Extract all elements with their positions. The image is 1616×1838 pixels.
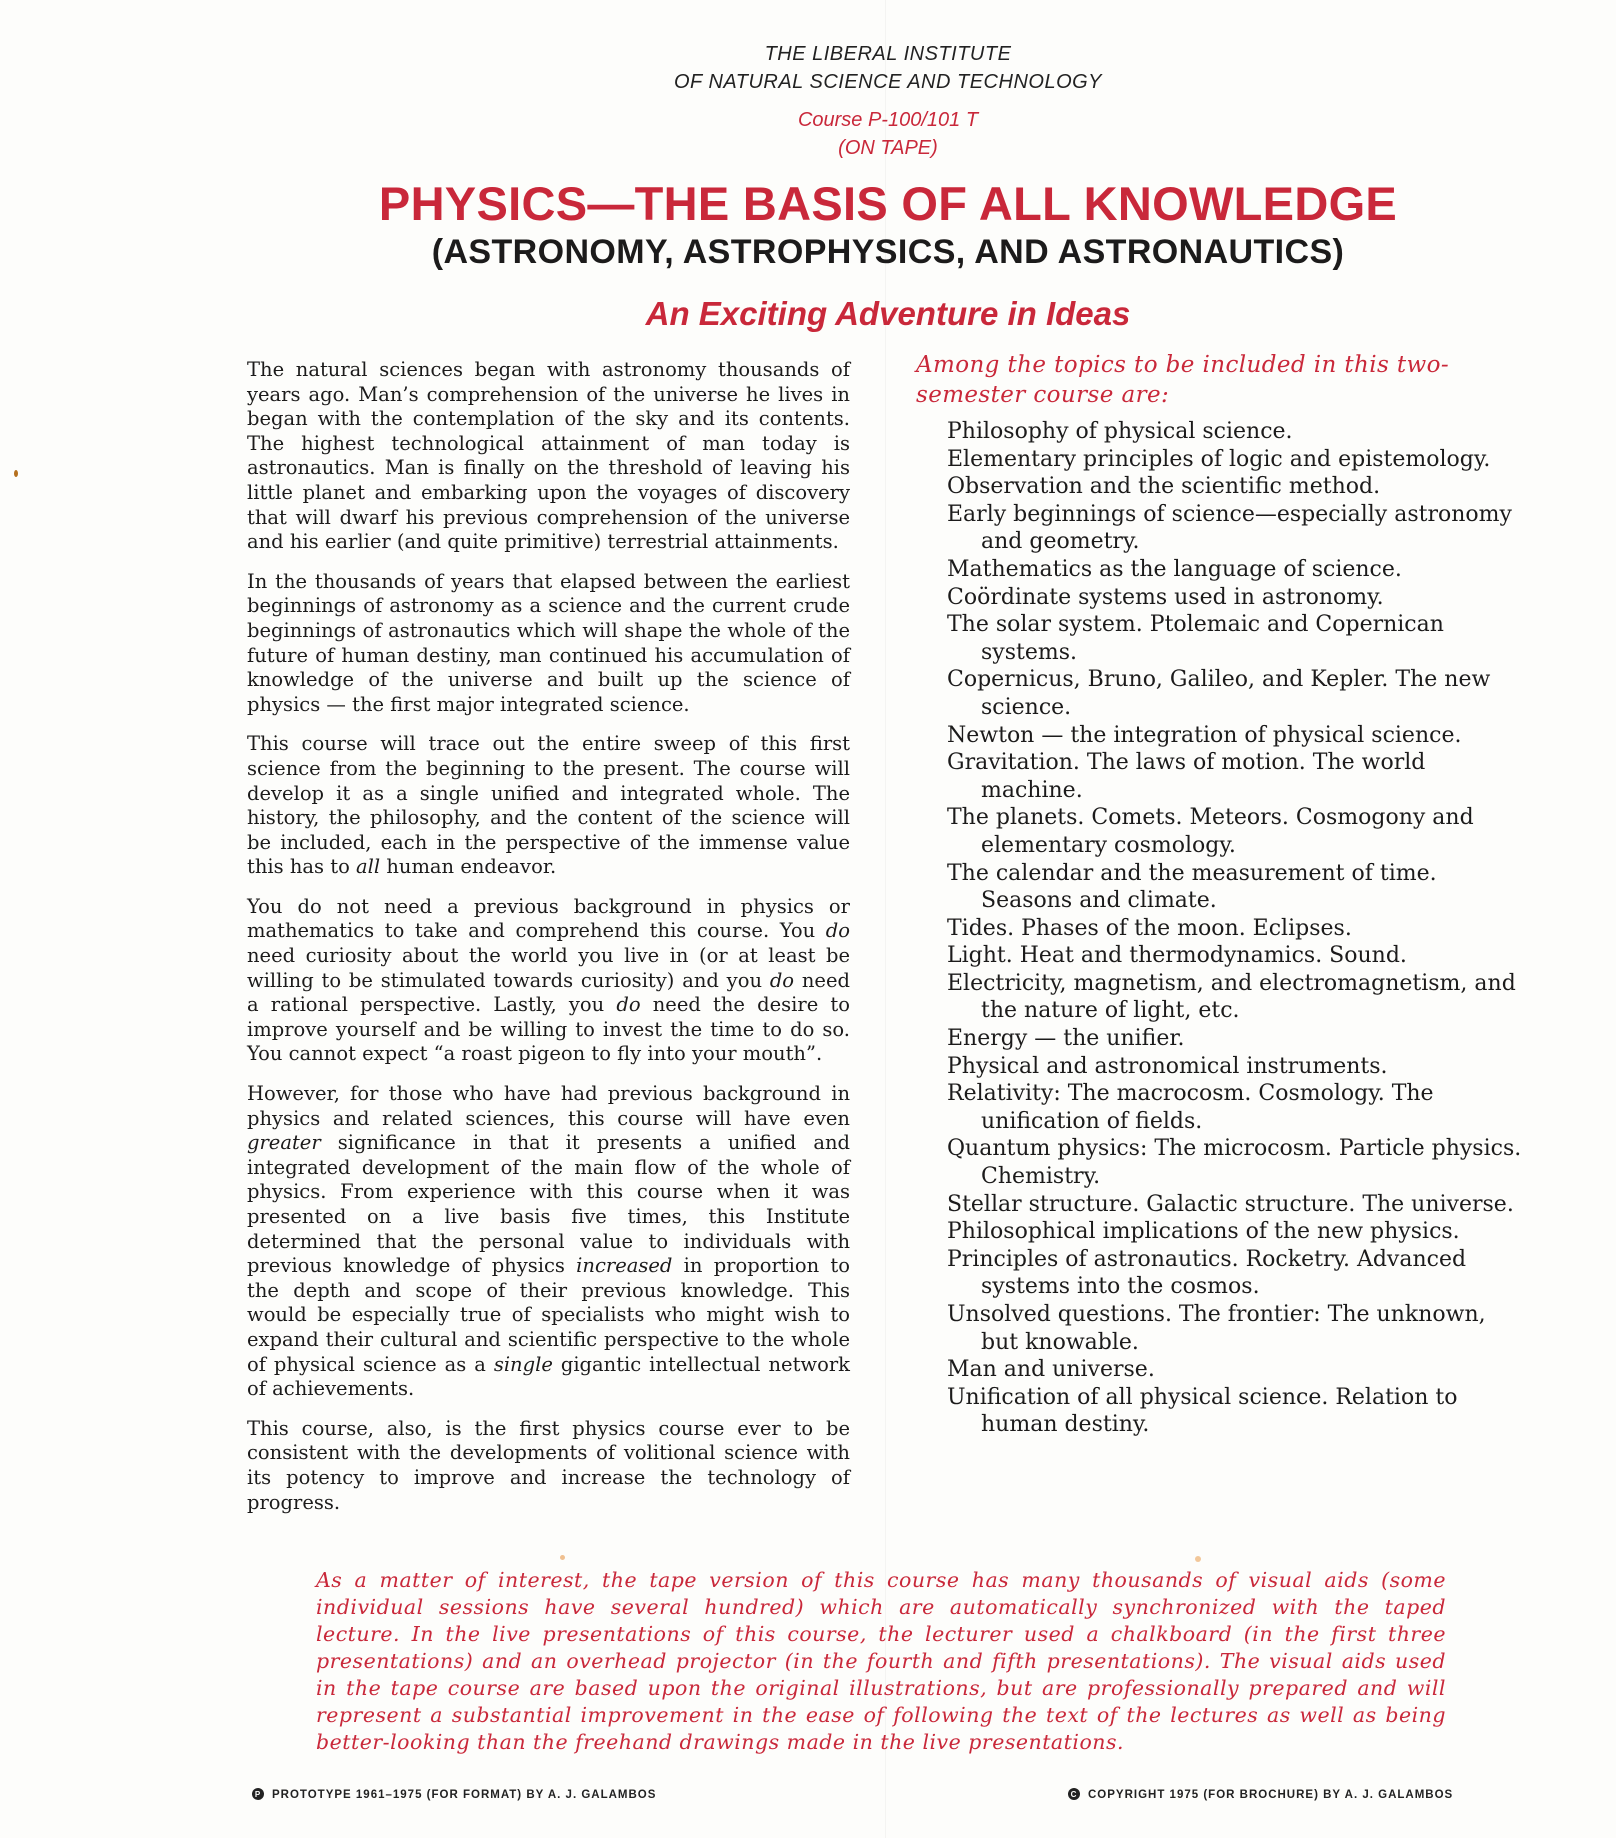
emphasis: do (616, 993, 641, 1017)
paragraph-2: In the thousands of years that elapsed between the earliest beginnings of astronomy as a science and the current crude beginnings of astronautics which will shape the whole of the future of human destiny, man continued his accumulation of knowledge of the universe and built up the science of physics — the first major integrated science. (247, 569, 850, 716)
svg-text:P: P (254, 1790, 262, 1799)
topic-item: Copernicus, Bruno, Galileo, and Kepler. The new science. (947, 667, 1491, 720)
footer-left-text: PROTOTYPE 1961–1975 (FOR FORMAT) BY A. J. GALAMBOS (272, 1789, 657, 1801)
fold-crease (885, 0, 886, 1838)
topic-item: Principles of astronautics. Rocketry. Advanced systems into the cosmos. (947, 1246, 1467, 1300)
emphasis: greater (247, 1131, 321, 1155)
topic-item: Gravitation. The laws of motion. The world machine. (947, 750, 1426, 803)
footer-prototype (252, 1788, 656, 1801)
emphasis: do (825, 919, 850, 943)
copyright-circle-icon (1068, 1788, 1080, 1800)
paper-speck (14, 470, 18, 477)
topic-item: Tides. Phases of the moon. Eclipses. (947, 915, 1352, 941)
topic-item: Stellar structure. Galactic structure. The universe. (947, 1191, 1514, 1217)
institute-name (0, 40, 1616, 96)
topic-item: Physical and astronomical instruments. (947, 1053, 1388, 1079)
course-info (0, 106, 1616, 162)
course-code: Course P-100/101 T (797, 109, 979, 131)
topic-item: Elementary principles of logic and epistemology. (947, 446, 1491, 472)
page-subtitle: (ASTRONOMY, ASTROPHYSICS, AND ASTRONAUTICS) (431, 233, 1345, 271)
topics-list (947, 418, 1527, 1439)
topic-item: Coördinate systems used in astronomy. (947, 584, 1384, 610)
institute-line-2: OF NATURAL SCIENCE AND TECHNOLOGY (673, 71, 1103, 93)
svg-text:C: C (1070, 1790, 1078, 1799)
tape-note: As a matter of interest, the tape version of this course has many thousands of visual aids (some individual sessions have several hundred) which are automatically synchronized with the taped lecture. In the live presentations of this course, the lecturer used a chalkboard (in the first three presentations) and an overhead projector (in the fourth and fifth presentations). The visual aids used in the tape course are based upon the original illustrations, but are professionally prepared and will represent a substantial improvement in the ease of following the text of the lectures as well as being better-looking than the freehand drawings made in the live presentations. (316, 1568, 1446, 1754)
topic-item: Observation and the scientific method. (947, 474, 1381, 500)
footer-copyright (1068, 1788, 1453, 1801)
registered-circle-icon (252, 1788, 264, 1800)
topic-item: Unsolved questions. The frontier: The unknown, but knowable. (947, 1302, 1486, 1355)
topic-item: Light. Heat and thermodynamics. Sound. (947, 943, 1407, 969)
topic-item: Relativity: The macrocosm. Cosmology. The unification of fields. (947, 1081, 1434, 1134)
topic-item: The solar system. Ptolemaic and Copernican systems. (947, 612, 1444, 665)
body-column (247, 358, 850, 1530)
paragraph-5: However, for those who have had previous background in physics and related sciences, this course will have even greater significance in that it presents a unified and integrated development of the main flow of the whole of physics. From experience with this course when it was presented on a live basis five times, this Institute determined that the personal value to individuals with previous knowledge of physics increased in proportion to the depth and scope of their previous knowledge. This would be especially true of specialists who might wish to expand their cultural and scientific perspective to the whole of physical science as a single gigantic intellectual network of achievements. (247, 1082, 850, 1401)
emphasis: single (493, 1352, 553, 1376)
paragraph-4: You do not need a previous background in physics or mathematics to take and comprehend this course. You do need curiosity about the world you live in (or at least be willing to be stimulated towards curiosity) and you do need a rational perspective. Lastly, you do need the desire to improve yourself and be willing to invest the time to do so. You cannot expect “a roast pigeon to fly into your mouth”. (247, 894, 850, 1066)
course-format: (ON TAPE) (838, 137, 938, 159)
topic-item: Early beginnings of science—especially astronomy and geometry. (947, 501, 1512, 555)
paragraph-3: This course will trace out the entire sweep of this first science from the beginning to the present. The course will develop it as a single unified and integrated whole. The history, the philosophy, and the content of the science will be included, each in the perspective of the immense value this has to all human endeavor. (247, 732, 850, 879)
emphasis: do (769, 968, 795, 992)
footer-right-text: COPYRIGHT 1975 (FOR BROCHURE) BY A. J. GALAMBOS (1088, 1789, 1454, 1801)
topic-item: Philosophical implications of the new physics. (947, 1219, 1460, 1245)
paper-speck (560, 1555, 565, 1560)
topics-intro: Among the topics to be included in this two-semester course are: (916, 352, 1450, 408)
topic-item: Quantum physics: The microcosm. Particle physics. Chemistry. (947, 1136, 1522, 1190)
tagline: An Exciting Adventure in Ideas (645, 295, 1131, 332)
emphasis: all (356, 855, 381, 879)
topic-item: Man and universe. (947, 1357, 1155, 1383)
institute-line-1: THE LIBERAL INSTITUTE (764, 43, 1012, 65)
emphasis: increased (576, 1254, 673, 1278)
topic-item: Unification of all physical science. Relation to human destiny. (947, 1384, 1458, 1438)
topic-item: Energy — the unifier. (947, 1026, 1185, 1052)
topic-item: Newton — the integration of physical science. (947, 722, 1462, 748)
topic-item: Philosophy of physical science. (947, 419, 1293, 444)
topic-item: The calendar and the measurement of time. Seasons and climate. (947, 860, 1437, 914)
paper-speck (1195, 1556, 1201, 1562)
topic-item: Electricity, magnetism, and electromagnetism, and the nature of light, etc. (947, 970, 1516, 1024)
page-title: PHYSICS—THE BASIS OF ALL KNOWLEDGE (378, 177, 1398, 230)
paragraph-6: This course, also, is the first physics course ever to be consistent with the developments of volitional science with its potency to improve and increase the technology of progress. (247, 1416, 850, 1514)
topic-item: The planets. Comets. Meteors. Cosmogony and elementary cosmology. (947, 805, 1474, 858)
topic-item: Mathematics as the language of science. (947, 556, 1402, 582)
paragraph-1: The natural sciences began with astronomy thousands of years ago. Man’s comprehension of the universe he lives in began with the contemplation of the sky and its contents. The highest technological attainment of man today is astronautics. Man is finally on the threshold of leaving his little planet and embarking upon the voyages of discovery that will dwarf his previous comprehension of the universe and his earlier (and quite primitive) terrestrial attainments. (247, 358, 850, 554)
